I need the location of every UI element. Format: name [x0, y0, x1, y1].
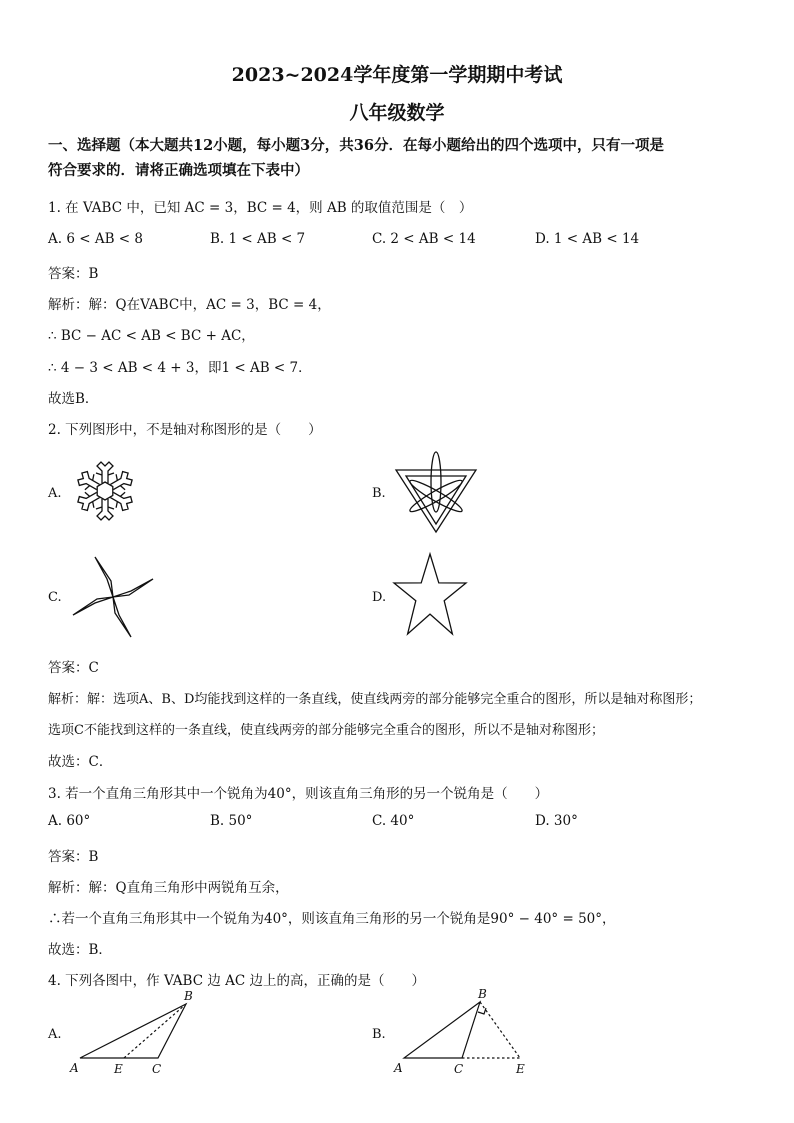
q3-option-d: D. 30° [535, 813, 578, 829]
q4b-point-c: C [454, 1062, 464, 1076]
q1-option-c: C. 2 < AB < 14 [372, 231, 476, 247]
triangle-petals-figure [392, 448, 480, 538]
q2-answer: 答案：C [48, 660, 99, 676]
q3-option-b: B. 50° [210, 813, 253, 829]
q2-stem: 2. 下列图形中，不是轴对称图形的是（ ） [48, 422, 322, 438]
star-figure [392, 552, 468, 638]
q1-option-a: A. 6 < AB < 8 [48, 231, 143, 247]
q2-label-d: D. [372, 590, 387, 605]
q1-analysis-3: ∴ 4 − 3 < AB < 4 + 3，即1 < AB < 7． [48, 360, 312, 376]
q1-analysis-2: ∴ BC − AC < AB < BC + AC， [48, 328, 255, 344]
q4-figure-a [66, 988, 196, 1080]
q4-figure-b [392, 988, 542, 1080]
q3-option-a: A. 60° [48, 813, 91, 829]
exam-title: 2023~2024学年度第一学期期中考试 [231, 64, 563, 86]
q4a-point-e: E [114, 1062, 123, 1076]
q1-analysis-1: 解析：解：Q在VABC中，AC = 3，BC = 4， [48, 297, 331, 313]
q2-analysis-2: 选项C不能找到这样的一条直线，使直线两旁的部分能够完全重合的图形，所以不是轴对称图形； [48, 723, 604, 738]
q2-analysis-1: 解析：解：选项A、B、D均能找到这样的一条直线，使直线两旁的部分能够完全重合的图形，所以是轴对称图形； [48, 692, 702, 707]
q4b-point-e: E [516, 1062, 525, 1076]
snowflake-figure [66, 452, 144, 530]
section-header-line2: 符合要求的．请将正确选项填在下表中） [48, 162, 309, 179]
q4b-point-a: A [394, 1061, 403, 1075]
q1-answer: 答案：B [48, 266, 99, 282]
q4a-point-a: A [70, 1061, 79, 1075]
q4-stem: 4. 下列各图中，作 VABC 边 AC 边上的高，正确的是（ ） [48, 973, 425, 989]
q2-analysis-3: 故选：C． [48, 754, 113, 770]
section-header-line1: 一、选择题（本大题共12小题，每小题3分，共36分．在每小题给出的四个选项中，只有一项是 [48, 137, 664, 154]
q4b-point-b: B [478, 987, 487, 1001]
q4a-point-b: B [184, 989, 193, 1003]
exam-subtitle: 八年级数学 [349, 102, 445, 124]
q4-label-a: A. [48, 1027, 62, 1042]
q3-analysis-1: 解析：解：Q直角三角形中两锐角互余， [48, 880, 289, 896]
q1-stem: 1. 在 VABC 中，已知 AC = 3，BC = 4，则 AB 的取值范围是（ ） [48, 200, 473, 216]
q4a-point-c: C [152, 1062, 162, 1076]
q3-stem: 3. 若一个直角三角形其中一个锐角为40°，则该直角三角形的另一个锐角是（ ） [48, 786, 549, 802]
q2-label-a: A. [48, 486, 62, 501]
q4-label-b: B. [372, 1027, 386, 1042]
q1-analysis-4: 故选B． [48, 391, 99, 407]
q1-option-d: D. 1 < AB < 14 [535, 231, 640, 247]
q2-label-b: B. [372, 486, 386, 501]
q3-analysis-2: ∴若一个直角三角形其中一个锐角为40°，则该直角三角形的另一个锐角是90° − 40° = 50°， [48, 911, 616, 927]
q2-label-c: C. [48, 590, 62, 605]
q3-analysis-3: 故选：B． [48, 942, 112, 958]
q1-option-b: B. 1 < AB < 7 [210, 231, 306, 247]
q3-option-c: C. 40° [372, 813, 415, 829]
q3-answer: 答案：B [48, 849, 99, 865]
pinwheel-figure [70, 554, 156, 640]
